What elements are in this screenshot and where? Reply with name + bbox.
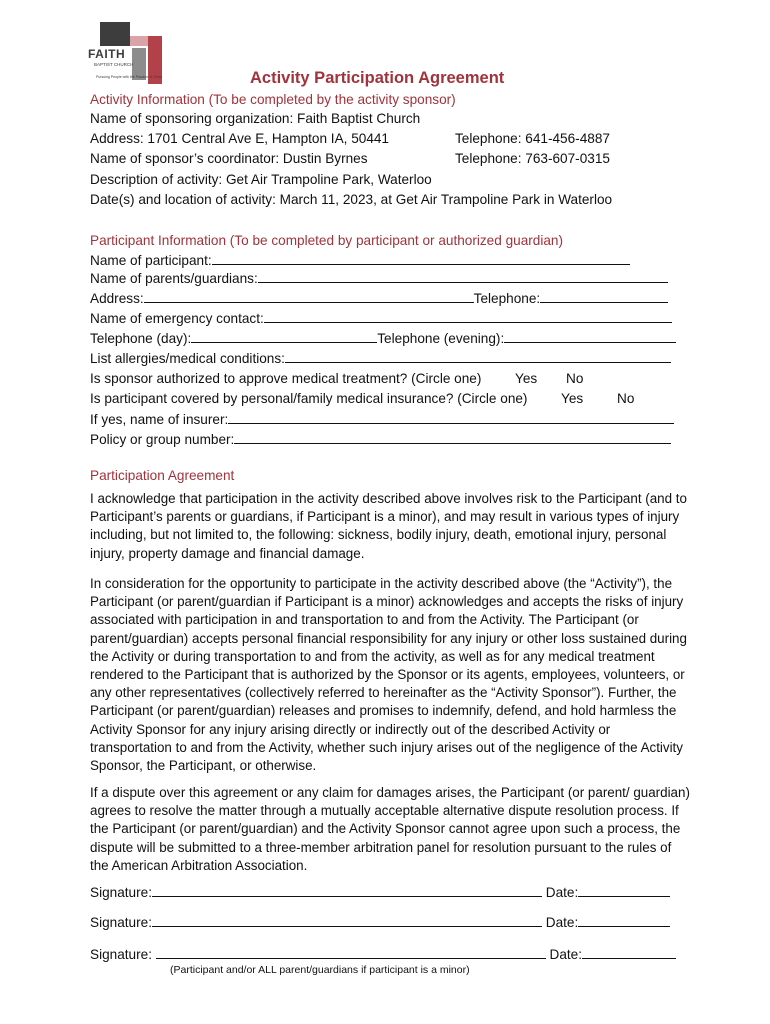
signature-label: Signature:	[90, 915, 152, 930]
date-label: Date:	[545, 885, 579, 900]
participant-name-row	[90, 252, 630, 270]
allergies-field[interactable]	[285, 350, 671, 363]
parents-field[interactable]	[258, 270, 668, 283]
authorized-no[interactable]: No	[566, 371, 584, 386]
address-row	[90, 290, 668, 308]
tel-day-label: Telephone (day):	[90, 331, 192, 346]
tel-day-field[interactable]	[191, 330, 377, 343]
logo-block-pink	[130, 36, 148, 46]
signature-row-3	[90, 946, 676, 964]
signature-field-1[interactable]	[152, 884, 542, 897]
sponsoring-org: Name of sponsoring organization: Faith Baptist Church	[90, 111, 421, 126]
activity-dates: Date(s) and location of activity: March 11, 2023, at Get Air Trampoline Park in Waterloo	[90, 192, 613, 207]
tel-evening-label: Telephone (evening):	[377, 331, 505, 346]
signature-label: Signature:	[90, 885, 152, 900]
agreement-heading: Participation Agreement	[90, 468, 235, 483]
covered-question: Is participant covered by personal/family medical insurance? (Circle one)	[90, 391, 528, 406]
covered-yes[interactable]: Yes	[561, 391, 584, 406]
signature-field-2[interactable]	[152, 914, 542, 927]
insurer-row	[90, 411, 674, 429]
logo-tagline: Pursuing People with the Passion of Christ	[96, 75, 163, 79]
signature-note: (Participant and/or ALL parent/guardians if participant is a minor)	[170, 964, 470, 976]
signature-label: Signature:	[90, 947, 152, 962]
participant-name-label: Name of participant:	[90, 253, 212, 268]
policy-row	[90, 431, 671, 449]
telephone-label: Telephone:	[473, 291, 541, 306]
authorized-question: Is sponsor authorized to approve medical treatment? (Circle one)	[90, 371, 482, 386]
page-title: Activity Participation Agreement	[250, 69, 505, 87]
emergency-row	[90, 310, 672, 328]
date-field-3[interactable]	[582, 946, 676, 959]
policy-label: Policy or group number:	[90, 432, 235, 447]
insurer-field[interactable]	[228, 411, 674, 424]
logo-subname: BAPTIST CHURCH	[94, 62, 134, 67]
activity-description: Description of activity: Get Air Trampoline Park, Waterloo	[90, 172, 432, 187]
sponsor-address: Address: 1701 Central Ave E, Hampton IA, 50441	[90, 131, 389, 146]
participant-info-heading: Participant Information (To be completed by participant or authorized guardian)	[90, 233, 564, 248]
emergency-field[interactable]	[264, 310, 672, 323]
church-logo	[86, 22, 166, 84]
covered-no[interactable]: No	[617, 391, 635, 406]
sponsor-coordinator: Name of sponsor’s coordinator: Dustin Byrnes	[90, 151, 368, 166]
address-label: Address:	[90, 291, 144, 306]
signature-row-2	[90, 914, 670, 932]
logo-block-dark	[100, 22, 130, 46]
signature-field-3[interactable]	[156, 946, 546, 959]
date-label: Date:	[545, 915, 579, 930]
agreement-paragraph-1: I acknowledge that participation in the activity described above involves risk to the Participant (and to Participant’s parents or guardians, if Participant is a minor), and may result in various types of injury including, but not limited to, the following: sickness, bodily injury, death, emotional injury, personal injury, property damage and financial damage.	[90, 491, 687, 561]
parents-row	[90, 270, 668, 288]
parents-label: Name of parents/guardians:	[90, 271, 258, 286]
allergies-label: List allergies/medical conditions:	[90, 351, 285, 366]
date-field-2[interactable]	[578, 914, 670, 927]
allergies-row	[90, 350, 671, 368]
date-field-1[interactable]	[578, 884, 670, 897]
date-label: Date:	[549, 947, 583, 962]
telephone-day-row	[90, 330, 676, 348]
address-field[interactable]	[144, 290, 474, 303]
agreement-paragraph-2: In consideration for the opportunity to participate in the activity described above (the “Activity”), the Participant (or parent/guardian if Participant is a minor) acknowledges and accepts the risks of injury associated with participation in and transportation to and from the Activity. The Participant (or parent/guardian) accepts personal financial responsibility for any injury or other loss sustained during the Activity or during transportation to and from the activity, as well as for any medical treatment rendered to the Participant that is authorized by the Sponsor or its agents, employees, volunteers, or any other representatives (collectively referred to hereinafter as the “Activity Sponsor”). Further, the Participant (or parent/guardian) releases and promises to indemnify, defend, and hold harmless the Activity Sponsor for any injury arising directly or indirectly out of the described Activity or transportation to and from the Activity, whether such injury arises out of the negligence of the Activity Sponsor, the Participant, or otherwise.	[90, 576, 687, 774]
telephone-field[interactable]	[540, 290, 668, 303]
signature-row-1	[90, 884, 670, 902]
authorized-yes[interactable]: Yes	[515, 371, 538, 386]
insurer-label: If yes, name of insurer:	[90, 412, 229, 427]
sponsor-telephone-2: Telephone: 763-607-0315	[455, 151, 610, 166]
policy-field[interactable]	[234, 431, 671, 444]
emergency-label: Name of emergency contact:	[90, 311, 264, 326]
participant-name-field[interactable]	[212, 252, 630, 265]
tel-evening-field[interactable]	[504, 330, 676, 343]
sponsor-telephone-1: Telephone: 641-456-4887	[455, 131, 610, 146]
activity-info-heading: Activity Information (To be completed by the activity sponsor)	[90, 92, 456, 107]
logo-name: FAITH	[88, 47, 126, 61]
agreement-paragraph-3: If a dispute over this agreement or any claim for damages arises, the Participant (or parent/ guardian) agrees to resolve the matter through a mutually acceptable alternative dispute resolution process. If the Participant (or parent/guardian) and the Activity Sponsor cannot agree upon such a process, the dispute will be submitted to a three-member arbitration panel for resolution pursuant to the rules of the American Arbitration Association.	[90, 785, 690, 873]
